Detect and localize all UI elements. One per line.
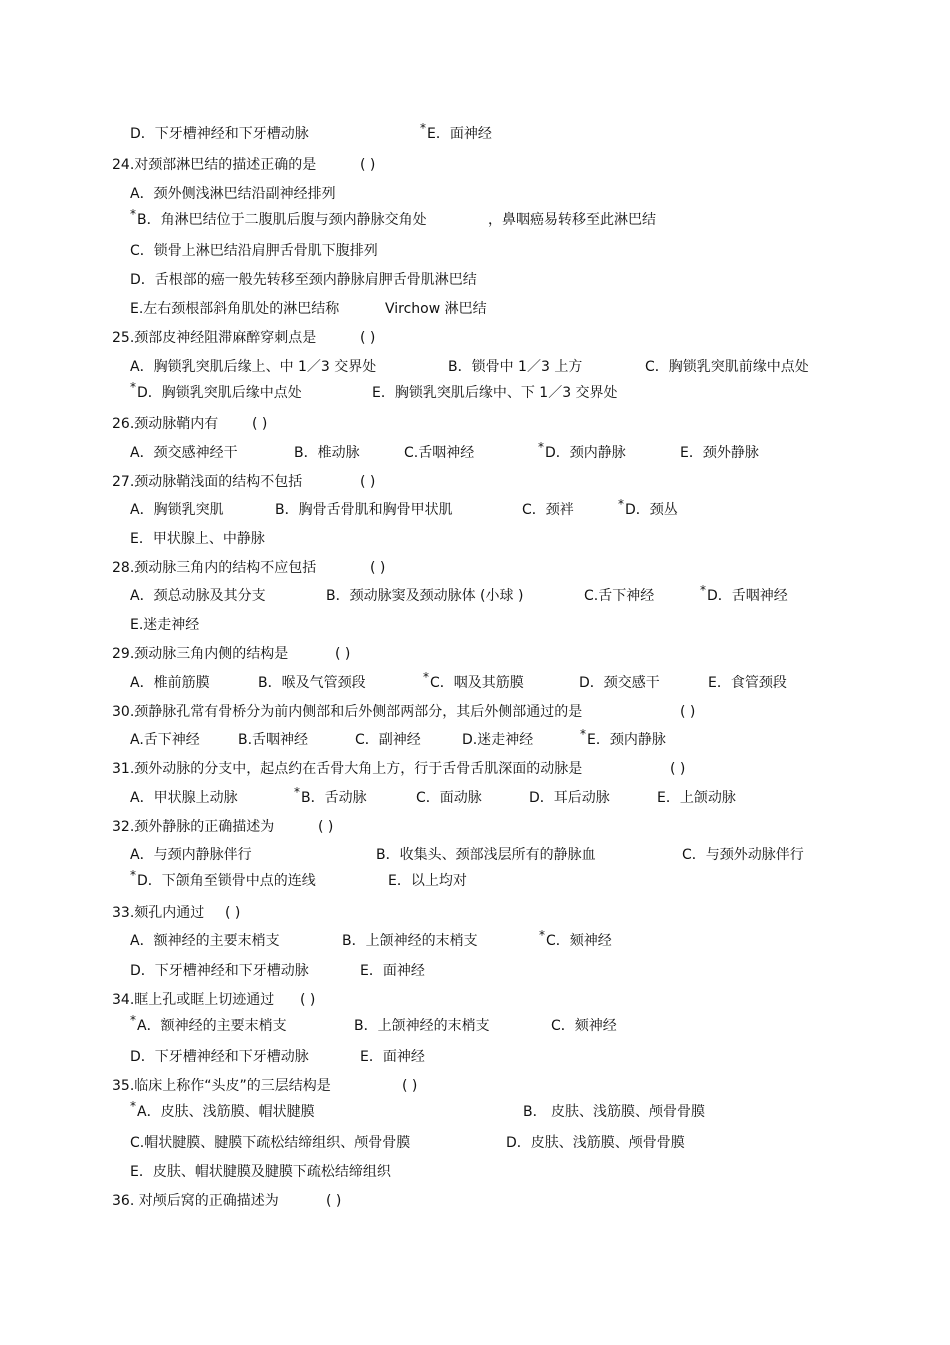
answer-blank: ( ) <box>225 905 241 921</box>
option-d: *D．颈丛 <box>618 497 678 518</box>
option-c: C.舌咽神经 <box>404 445 475 461</box>
answer-star: * <box>130 1099 136 1113</box>
answer-star: * <box>130 1013 136 1027</box>
option-e: E.迷走神经 <box>130 617 200 633</box>
option-e-continuation: Virchow 淋巴结 <box>385 301 487 317</box>
question-35-stem: 35.临床上称作“头皮”的三层结构是 <box>112 1078 331 1094</box>
answer-blank: ( ) <box>326 1193 342 1209</box>
question-27-stem: 27.颈动脉鞘浅面的结构不包括 <box>112 474 303 490</box>
answer-blank: ( ) <box>370 560 386 576</box>
option-e: E．面神经 <box>360 1049 425 1065</box>
option-d: *D．颈内静脉 <box>538 440 626 461</box>
option-d: *D．胸锁乳突肌后缘中点处 <box>130 380 302 401</box>
answer-blank: ( ) <box>360 330 376 346</box>
answer-star: * <box>130 207 136 221</box>
option-c: C．副神经 <box>355 732 421 748</box>
option-a: *A．皮肤、浅筋膜、帽状腱膜 <box>130 1099 315 1120</box>
answer-star: * <box>294 785 300 799</box>
option-e: E．以上均对 <box>388 873 467 889</box>
option-a: A．椎前筋膜 <box>130 675 210 691</box>
option-e: E．甲状腺上、中静脉 <box>130 531 265 547</box>
option-a: A．颈总动脉及其分支 <box>130 588 266 604</box>
option-c: *C．咽及其筋膜 <box>423 670 524 691</box>
answer-blank: ( ) <box>670 761 686 777</box>
option-b: B.舌咽神经 <box>238 732 309 748</box>
answer-blank: ( ) <box>360 157 376 173</box>
question-24-stem: 24.对颈部淋巴结的描述正确的是 <box>112 157 317 173</box>
answer-blank: ( ) <box>680 704 696 720</box>
answer-star: * <box>423 670 429 684</box>
option-b: B．胸骨舌骨肌和胸骨甲状肌 <box>275 502 453 518</box>
question-33-stem: 33.颏孔内通过 <box>112 905 205 921</box>
answer-star: * <box>420 121 426 135</box>
option-b-continuation: ，鼻咽癌易转移至此淋巴结 <box>488 212 656 228</box>
option-e: E.左右颈根部斜角肌处的淋巴结称 <box>130 301 340 317</box>
option-d: D．舌根部的癌一般先转移至颈内静脉肩胛舌骨肌淋巴结 <box>130 272 477 288</box>
option-b: B．颈动脉窦及颈动脉体 (小球 ) <box>326 588 524 604</box>
question-29-stem: 29.颈动脉三角内侧的结构是 <box>112 646 289 662</box>
question-30-stem: 30.颈静脉孔常有骨桥分为前内侧部和后外侧部两部分，其后外侧部通过的是 <box>112 704 583 720</box>
option-d: D．下牙槽神经和下牙槽动脉 <box>130 126 309 142</box>
option-d: D．耳后动脉 <box>529 790 610 806</box>
answer-blank: ( ) <box>402 1078 418 1094</box>
option-e: E．面神经 <box>360 963 425 979</box>
question-25-stem: 25.颈部皮神经阻滞麻醉穿刺点是 <box>112 330 317 346</box>
option-b: B．喉及气管颈段 <box>258 675 366 691</box>
option-b: *B．角淋巴结位于二腹肌后腹与颈内静脉交角处 <box>130 207 427 228</box>
question-28-stem: 28.颈动脉三角内的结构不应包括 <box>112 560 317 576</box>
option-a: A．与颈内静脉伴行 <box>130 847 252 863</box>
option-d: D．皮肤、浅筋膜、颅骨骨膜 <box>506 1135 685 1151</box>
answer-star: * <box>539 928 545 942</box>
option-c: C.帽状腱膜、腱膜下疏松结缔组织、颅骨骨膜 <box>130 1135 411 1151</box>
option-c: C．颏神经 <box>551 1018 617 1034</box>
answer-blank: ( ) <box>360 474 376 490</box>
answer-star: * <box>538 440 544 454</box>
option-e: E．上颌动脉 <box>657 790 736 806</box>
option-d: *D．下颌角至锁骨中点的连线 <box>130 868 316 889</box>
option-a: A．颈交感神经干 <box>130 445 238 461</box>
option-d: *D．舌咽神经 <box>700 583 788 604</box>
option-e: E．皮肤、帽状腱膜及腱膜下疏松结缔组织 <box>130 1164 391 1180</box>
option-b: B．收集头、颈部浅层所有的静脉血 <box>376 847 596 863</box>
option-a: A．颈外侧浅淋巴结沿副神经排列 <box>130 186 336 202</box>
option-c: C.舌下神经 <box>584 588 655 604</box>
option-a: A．胸锁乳突肌后缘上、中 1／3 交界处 <box>130 359 377 375</box>
option-b: *B．舌动脉 <box>294 785 367 806</box>
answer-blank: ( ) <box>318 819 334 835</box>
option-e: *E．颈内静脉 <box>580 727 666 748</box>
answer-star: * <box>700 583 706 597</box>
question-31-stem: 31.颈外动脉的分支中，起点约在舌骨大角上方，行于舌骨舌肌深面的动脉是 <box>112 761 583 777</box>
option-a: A.舌下神经 <box>130 732 200 748</box>
option-d: D．下牙槽神经和下牙槽动脉 <box>130 1049 309 1065</box>
option-a: A．胸锁乳突肌 <box>130 502 224 518</box>
option-e: E．胸锁乳突肌后缘中、下 1／3 交界处 <box>372 385 618 401</box>
option-c: C．颈袢 <box>522 502 574 518</box>
option-c: C．锁骨上淋巴结沿肩胛舌骨肌下腹排列 <box>130 243 378 259</box>
question-34-stem: 34.眶上孔或眶上切迹通过 <box>112 992 275 1008</box>
option-c: C．胸锁乳突肌前缘中点处 <box>645 359 809 375</box>
option-c: C．面动脉 <box>416 790 482 806</box>
option-e: *E．面神经 <box>420 121 492 142</box>
option-b: B．上颌神经的末梢支 <box>354 1018 490 1034</box>
option-c: *C．颏神经 <box>539 928 612 949</box>
answer-star: * <box>130 380 136 394</box>
option-e: E．颈外静脉 <box>680 445 759 461</box>
option-a: *A．额神经的主要末梢支 <box>130 1013 287 1034</box>
option-a: A．额神经的主要末梢支 <box>130 933 280 949</box>
answer-star: * <box>618 497 624 511</box>
answer-blank: ( ) <box>300 992 316 1008</box>
question-36-stem: 36. 对颅后窝的正确描述为 <box>112 1193 279 1209</box>
question-26-stem: 26.颈动脉鞘内有 <box>112 416 219 432</box>
option-b: B．椎动脉 <box>294 445 360 461</box>
option-d: D．颈交感干 <box>579 675 660 691</box>
option-c: C．与颈外动脉伴行 <box>682 847 804 863</box>
option-d: D.迷走神经 <box>462 732 534 748</box>
answer-star: * <box>130 868 136 882</box>
option-e: E．食管颈段 <box>708 675 787 691</box>
answer-blank: ( ) <box>335 646 351 662</box>
option-a: A．甲状腺上动脉 <box>130 790 238 806</box>
option-b: B．锁骨中 1／3 上方 <box>448 359 583 375</box>
option-b: B．上颌神经的末梢支 <box>342 933 478 949</box>
option-b: B． 皮肤、浅筋膜、颅骨骨膜 <box>523 1104 706 1120</box>
answer-blank: ( ) <box>252 416 268 432</box>
question-32-stem: 32.颈外静脉的正确描述为 <box>112 819 275 835</box>
answer-star: * <box>580 727 586 741</box>
option-d: D．下牙槽神经和下牙槽动脉 <box>130 963 309 979</box>
